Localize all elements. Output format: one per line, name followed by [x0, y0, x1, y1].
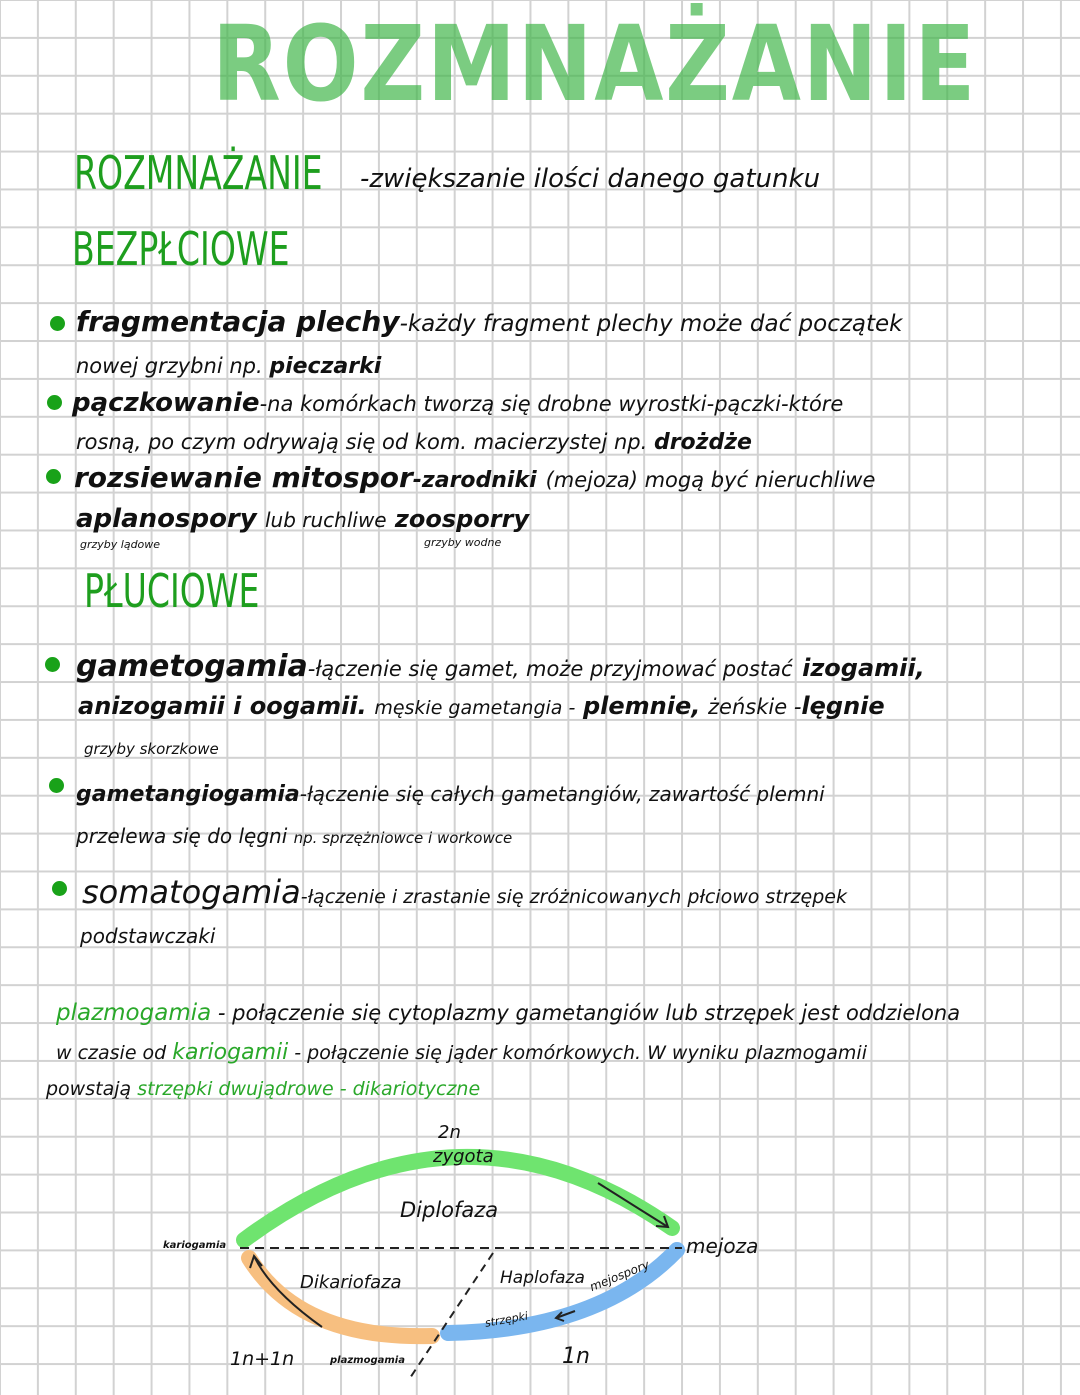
term: fragmentacja plechy: [76, 305, 400, 338]
definition-text: -zwiększanie ilości danego gatunku: [360, 164, 821, 194]
example: np. sprzężniowce i workowce: [293, 829, 513, 847]
description: -łączenie i zrastanie się zróżnicowanych płciowo strzępek: [300, 886, 847, 908]
dashed-diagonal: [410, 1253, 493, 1378]
term-legnie: lęgnie: [801, 692, 885, 720]
section-heading-sexual: PŁUCIOWE: [84, 564, 260, 618]
label-kariogamia: kariogamia: [163, 1240, 227, 1251]
page-title: ROZMNAŻANIE: [212, 3, 978, 125]
term: pączkowanie: [72, 388, 260, 418]
label-dikariofaza: Dikariofaza: [300, 1272, 402, 1293]
label-zygota: zygota: [433, 1146, 494, 1167]
term-plemnie: plemnie,: [582, 692, 701, 720]
label-1n-plus-1n: 1n+1n: [230, 1348, 295, 1370]
label-haplofaza: Haplofaza: [500, 1268, 585, 1288]
term-plazmogamia: plazmogamia: [56, 1000, 212, 1026]
text: - połączenie się jąder komórkowych. W wyniku plazmogamii: [294, 1042, 867, 1064]
text: żeńskie -: [708, 695, 802, 719]
arrow-icon: [598, 1183, 668, 1227]
term: gametangiogamia: [76, 782, 300, 807]
label-1n: 1n: [562, 1344, 590, 1369]
text: przelewa się do lęgni: [76, 824, 288, 848]
label-2n: 2n: [438, 1122, 461, 1143]
note-grzyby-wodne: grzyby wodne: [424, 536, 502, 549]
term-zarodniki: -zarodniki: [412, 468, 537, 493]
example: drożdże: [653, 430, 752, 455]
term-zoospory: zoosporry: [394, 505, 530, 533]
term-strzepki-dwujadrowe: strzępki dwujądrowe - dikariotyczne: [137, 1078, 481, 1100]
label-plazmogamia: plazmogamia: [330, 1355, 405, 1366]
term-izogamii: izogamii,: [802, 654, 925, 682]
description: -każdy fragment plechy może dać początek: [399, 311, 903, 337]
term: rozsiewanie mitospor: [74, 461, 413, 494]
text: lub ruchliwe: [264, 508, 387, 532]
term: somatogamia: [82, 873, 301, 911]
description: -łączenie się całych gametangiów, zawartość plemni: [299, 782, 825, 806]
example: pieczarki: [269, 354, 382, 379]
label-mejospory: mejospory: [587, 1257, 652, 1295]
text: powstają: [46, 1078, 132, 1100]
description: -łączenie się gamet, może przyjmować postać: [307, 657, 793, 681]
text: - połączenie się cytoplazmy gametangiów lub strzępek jest oddzielona: [217, 1001, 961, 1025]
text: rosną, po czym odrywają się od kom. macierzystej np.: [76, 430, 648, 454]
term-anizogamii: anizogamii i oogamii.: [78, 692, 367, 720]
term-kariogamii: kariogamii: [172, 1040, 289, 1065]
list-item-somatogamia-line2: podstawczaki: [80, 924, 216, 948]
description: (mejoza) mogą być nieruchliwe: [545, 468, 876, 492]
section-heading-asexual: BEZPŁCIOWE: [72, 222, 290, 276]
note-grzyby-skorzkowe: grzyby skorzkowe: [84, 740, 219, 758]
term-aplanospory: aplanospory: [76, 504, 257, 534]
definition-term: ROZMNAŻANIE: [74, 146, 323, 200]
note-grzyby-ladowe: grzyby lądowe: [80, 538, 161, 551]
dikaryophase-arc: [249, 1258, 432, 1336]
text: nowej grzybni np.: [76, 354, 263, 378]
label-mejoza: mejoza: [686, 1234, 759, 1258]
term: gametogamia: [76, 649, 308, 684]
label-diplofaza: Diplofaza: [400, 1198, 499, 1222]
label-strzepki: strzępki: [483, 1309, 529, 1330]
description: -na komórkach tworzą się drobne wyrostki-pączki-które: [259, 392, 844, 416]
text: męskie gametangia -: [374, 697, 576, 719]
text: w czasie od: [56, 1042, 167, 1064]
